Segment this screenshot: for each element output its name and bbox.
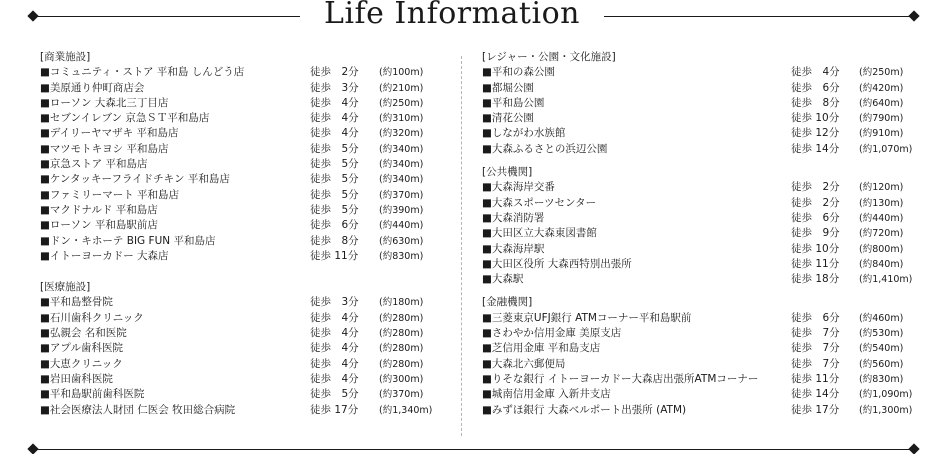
distance: (約1,070m) (859, 143, 913, 155)
section-leisure (482, 50, 922, 157)
distance: (約1,340m) (379, 404, 433, 416)
distance: (約320m) (379, 128, 424, 140)
facility-name: ■セブンイレブン 京急ＳＴ平和島店 (40, 112, 210, 125)
distance: (約250m) (859, 67, 904, 79)
list-item (482, 196, 922, 211)
distance: (約390m) (379, 204, 424, 216)
list-item (40, 372, 440, 387)
distance: (約540m) (859, 343, 904, 355)
facility-name: ■大田区立大森東図書館 (482, 227, 597, 240)
walk-time: 徒歩 11分 (791, 257, 840, 270)
right-column (482, 50, 922, 418)
page-header (0, 0, 950, 36)
distance: (約370m) (379, 189, 424, 201)
facility-name: ■清花公園 (482, 112, 534, 125)
distance: (約800m) (859, 243, 904, 255)
list-item (40, 172, 440, 187)
walk-time: 徒歩 3分 (310, 296, 359, 309)
distance: (約340m) (379, 174, 424, 186)
distance: (約640m) (859, 97, 904, 109)
list-item (40, 157, 440, 172)
facility-name: ■ローソン 大森北三丁目店 (40, 96, 169, 109)
distance: (約1,090m) (859, 389, 913, 401)
walk-time: 徒歩 5分 (310, 173, 359, 186)
list-item (40, 188, 440, 203)
walk-time: 徒歩 18分 (791, 273, 840, 286)
list-item (40, 126, 440, 141)
list-item (482, 226, 922, 241)
walk-time: 徒歩 4分 (310, 342, 359, 355)
walk-time: 徒歩 4分 (310, 112, 359, 125)
section-spacer (40, 264, 440, 280)
list-item (40, 65, 440, 80)
distance: (約370m) (379, 389, 424, 401)
distance: (約130m) (859, 197, 904, 209)
list-item (482, 257, 922, 272)
walk-time: 徒歩 5分 (310, 158, 359, 171)
distance: (約460m) (859, 312, 904, 324)
section-heading: [レジャー・公園・文化施設] (482, 51, 616, 63)
walk-time: 徒歩 14分 (791, 142, 840, 155)
header-rule-left (34, 16, 300, 17)
list-item (40, 249, 440, 264)
facility-name: ■マクドナルド 平和島店 (40, 203, 158, 216)
distance: (約280m) (379, 328, 424, 340)
walk-time: 徒歩 5分 (310, 188, 359, 201)
list-item (40, 357, 440, 372)
list-item (482, 372, 922, 387)
distance: (約180m) (379, 297, 424, 309)
list-item (40, 387, 440, 402)
column-divider (461, 56, 462, 436)
list-item (482, 272, 922, 287)
section-financial (482, 295, 922, 417)
section-spacer (482, 157, 922, 165)
walk-time: 徒歩 7分 (791, 357, 840, 370)
distance: (約720m) (859, 228, 904, 240)
left-column (40, 50, 440, 418)
facility-name: ■大森北六郵便局 (482, 357, 566, 370)
distance: (約280m) (379, 312, 424, 324)
list-item (40, 203, 440, 218)
list-item (482, 387, 922, 402)
distance: (約250m) (379, 97, 424, 109)
list-item (482, 81, 922, 96)
facility-name: ■大森駅 (482, 273, 524, 286)
facility-name: ■ファミリーマート 平和島店 (40, 188, 180, 201)
distance: (約560m) (859, 358, 904, 370)
header-rule-right (604, 16, 912, 17)
facility-name: ■アプル歯科医院 (40, 342, 124, 355)
walk-time: 徒歩 6分 (791, 311, 840, 324)
distance: (約790m) (859, 113, 904, 125)
distance: (約630m) (379, 235, 424, 247)
facility-name: ■大森ふるさとの浜辺公園 (482, 142, 608, 155)
list-item (482, 242, 922, 257)
facility-name: ■城南信用金庫 入新井支店 (482, 388, 611, 401)
facility-name: ■平和の森公園 (482, 66, 555, 79)
distance: (約210m) (379, 82, 424, 94)
walk-time: 徒歩 11分 (791, 372, 840, 385)
section-heading: [公共機関] (482, 166, 533, 179)
list-item (482, 357, 922, 372)
walk-time: 徒歩 7分 (791, 342, 840, 355)
section-public (482, 165, 922, 287)
walk-time: 徒歩 6分 (310, 219, 359, 232)
distance: (約340m) (379, 159, 424, 171)
distance: (約830m) (379, 250, 424, 262)
list-item (482, 326, 922, 341)
walk-time: 徒歩 4分 (310, 357, 359, 370)
facility-name: ■しながわ水族館 (482, 127, 566, 140)
distance: (約300m) (379, 373, 424, 385)
walk-time: 徒歩 3分 (310, 81, 359, 94)
list-item (482, 111, 922, 126)
distance: (約120m) (859, 182, 904, 194)
list-item (482, 403, 922, 418)
facility-name: ■デイリーヤマザキ 平和島店 (40, 127, 179, 140)
facility-name: ■芝信用金庫 平和島支店 (482, 342, 601, 355)
walk-time: 徒歩 2分 (791, 181, 840, 194)
diamond-ornament-icon (908, 443, 919, 454)
walk-time: 徒歩 4分 (310, 311, 359, 324)
walk-time: 徒歩 4分 (310, 372, 359, 385)
walk-time: 徒歩 11分 (310, 249, 359, 262)
facility-name: ■平和島整骨院 (40, 296, 113, 309)
distance: (約530m) (859, 328, 904, 340)
facility-name: ■石川歯科クリニック (40, 311, 144, 324)
facility-name: ■ドン・キホーテ BIG FUN 平和島店 (40, 234, 216, 247)
list-item (40, 81, 440, 96)
facility-name: ■京急ストア 平和島店 (40, 158, 148, 171)
list-item (40, 295, 440, 310)
walk-time: 徒歩 6分 (791, 81, 840, 94)
facility-name: ■平和島公園 (482, 96, 545, 109)
list-item (40, 311, 440, 326)
walk-time: 徒歩 8分 (310, 234, 359, 247)
walk-time: 徒歩 4分 (310, 127, 359, 140)
walk-time: 徒歩 17分 (791, 403, 840, 416)
footer-rule (34, 449, 912, 450)
facility-name: ■ケンタッキーフライドチキン 平和島店 (40, 173, 230, 186)
section-heading: [金融機関] (482, 296, 533, 309)
walk-time: 徒歩 4分 (791, 66, 840, 79)
distance: (約1,300m) (859, 404, 913, 416)
facility-name: ■大森消防署 (482, 211, 545, 224)
walk-time: 徒歩 5分 (310, 203, 359, 216)
facility-name: ■大森海岸駅 (482, 242, 545, 255)
distance: (約1,410m) (859, 274, 913, 286)
walk-time: 徒歩 10分 (791, 112, 840, 125)
distance: (約910m) (859, 128, 904, 140)
section-heading: [商業施設] (40, 51, 91, 63)
distance: (約840m) (859, 258, 904, 270)
distance: (約100m) (379, 67, 424, 79)
list-item (40, 326, 440, 341)
walk-time: 徒歩 5分 (310, 388, 359, 401)
walk-time: 徒歩 17分 (310, 403, 359, 416)
list-item (40, 218, 440, 233)
walk-time: 徒歩 14分 (791, 388, 840, 401)
list-item (482, 96, 922, 111)
walk-time: 徒歩 8分 (791, 96, 840, 109)
walk-time: 徒歩 6分 (791, 211, 840, 224)
list-item (482, 341, 922, 356)
distance: (約440m) (379, 220, 424, 232)
facility-name: ■さわやか信用金庫 美原支店 (482, 327, 622, 340)
facility-name: ■岩田歯科医院 (40, 372, 113, 385)
walk-time: 徒歩 5分 (310, 142, 359, 155)
list-item (40, 111, 440, 126)
facility-name: ■大田区役所 大森西特別出張所 (482, 257, 632, 270)
facility-name: ■大恵クリニック (40, 357, 123, 370)
list-item (40, 234, 440, 249)
section-commercial (40, 50, 440, 264)
facility-name: ■美原通り仲町商店会 (40, 81, 145, 94)
walk-time: 徒歩 9分 (791, 227, 840, 240)
distance: (約280m) (379, 358, 424, 370)
facility-name: ■イトーヨーカドー 大森店 (40, 249, 169, 262)
walk-time: 徒歩 2分 (310, 66, 359, 79)
facility-name: ■りそな銀行 イトーヨーカドー大森店出張所ATMコーナー (482, 372, 759, 385)
facility-name: ■都堀公園 (482, 81, 534, 94)
distance: (約310m) (379, 113, 424, 125)
facility-name: ■弘親会 名和医院 (40, 327, 127, 340)
walk-time: 徒歩 7分 (791, 327, 840, 340)
list-item (482, 126, 922, 141)
facility-name: ■コミュニティ・ストア 平和島 しんどう店 (40, 66, 245, 79)
distance: (約830m) (859, 373, 904, 385)
facility-name: ■平和島駅前歯科医院 (40, 388, 145, 401)
list-item (482, 142, 922, 157)
list-item (40, 96, 440, 111)
facility-name: ■マツモトキヨシ 平和島店 (40, 142, 169, 155)
page-title: Life Information (324, 0, 580, 31)
list-item (40, 403, 440, 418)
list-item (482, 180, 922, 195)
section-heading: [医療施設] (40, 281, 91, 294)
list-item (482, 211, 922, 226)
walk-time: 徒歩 2分 (791, 196, 840, 209)
walk-time: 徒歩 4分 (310, 327, 359, 340)
distance: (約420m) (859, 82, 904, 94)
distance: (約340m) (379, 143, 424, 155)
facility-name: ■ローソン 平和島駅前店 (40, 219, 158, 232)
facility-name: ■社会医療法人財団 仁医会 牧田総合病院 (40, 403, 236, 416)
facility-name: ■大森スポーツセンター (482, 196, 597, 209)
walk-time: 徒歩 10分 (791, 242, 840, 255)
section-spacer (482, 287, 922, 295)
facility-name: ■三菱東京UFJ銀行 ATMコーナー平和島駅前 (482, 311, 692, 324)
facility-name: ■みずほ銀行 大森ベルポート出張所 (ATM) (482, 403, 687, 416)
facility-name: ■大森海岸交番 (482, 181, 555, 194)
list-item (482, 311, 922, 326)
diamond-ornament-icon (908, 10, 919, 21)
walk-time: 徒歩 4分 (310, 96, 359, 109)
distance: (約440m) (859, 212, 904, 224)
distance: (約280m) (379, 343, 424, 355)
list-item (40, 341, 440, 356)
list-item (40, 142, 440, 157)
section-medical (40, 280, 440, 418)
walk-time: 徒歩 12分 (791, 127, 840, 140)
list-item (482, 65, 922, 80)
